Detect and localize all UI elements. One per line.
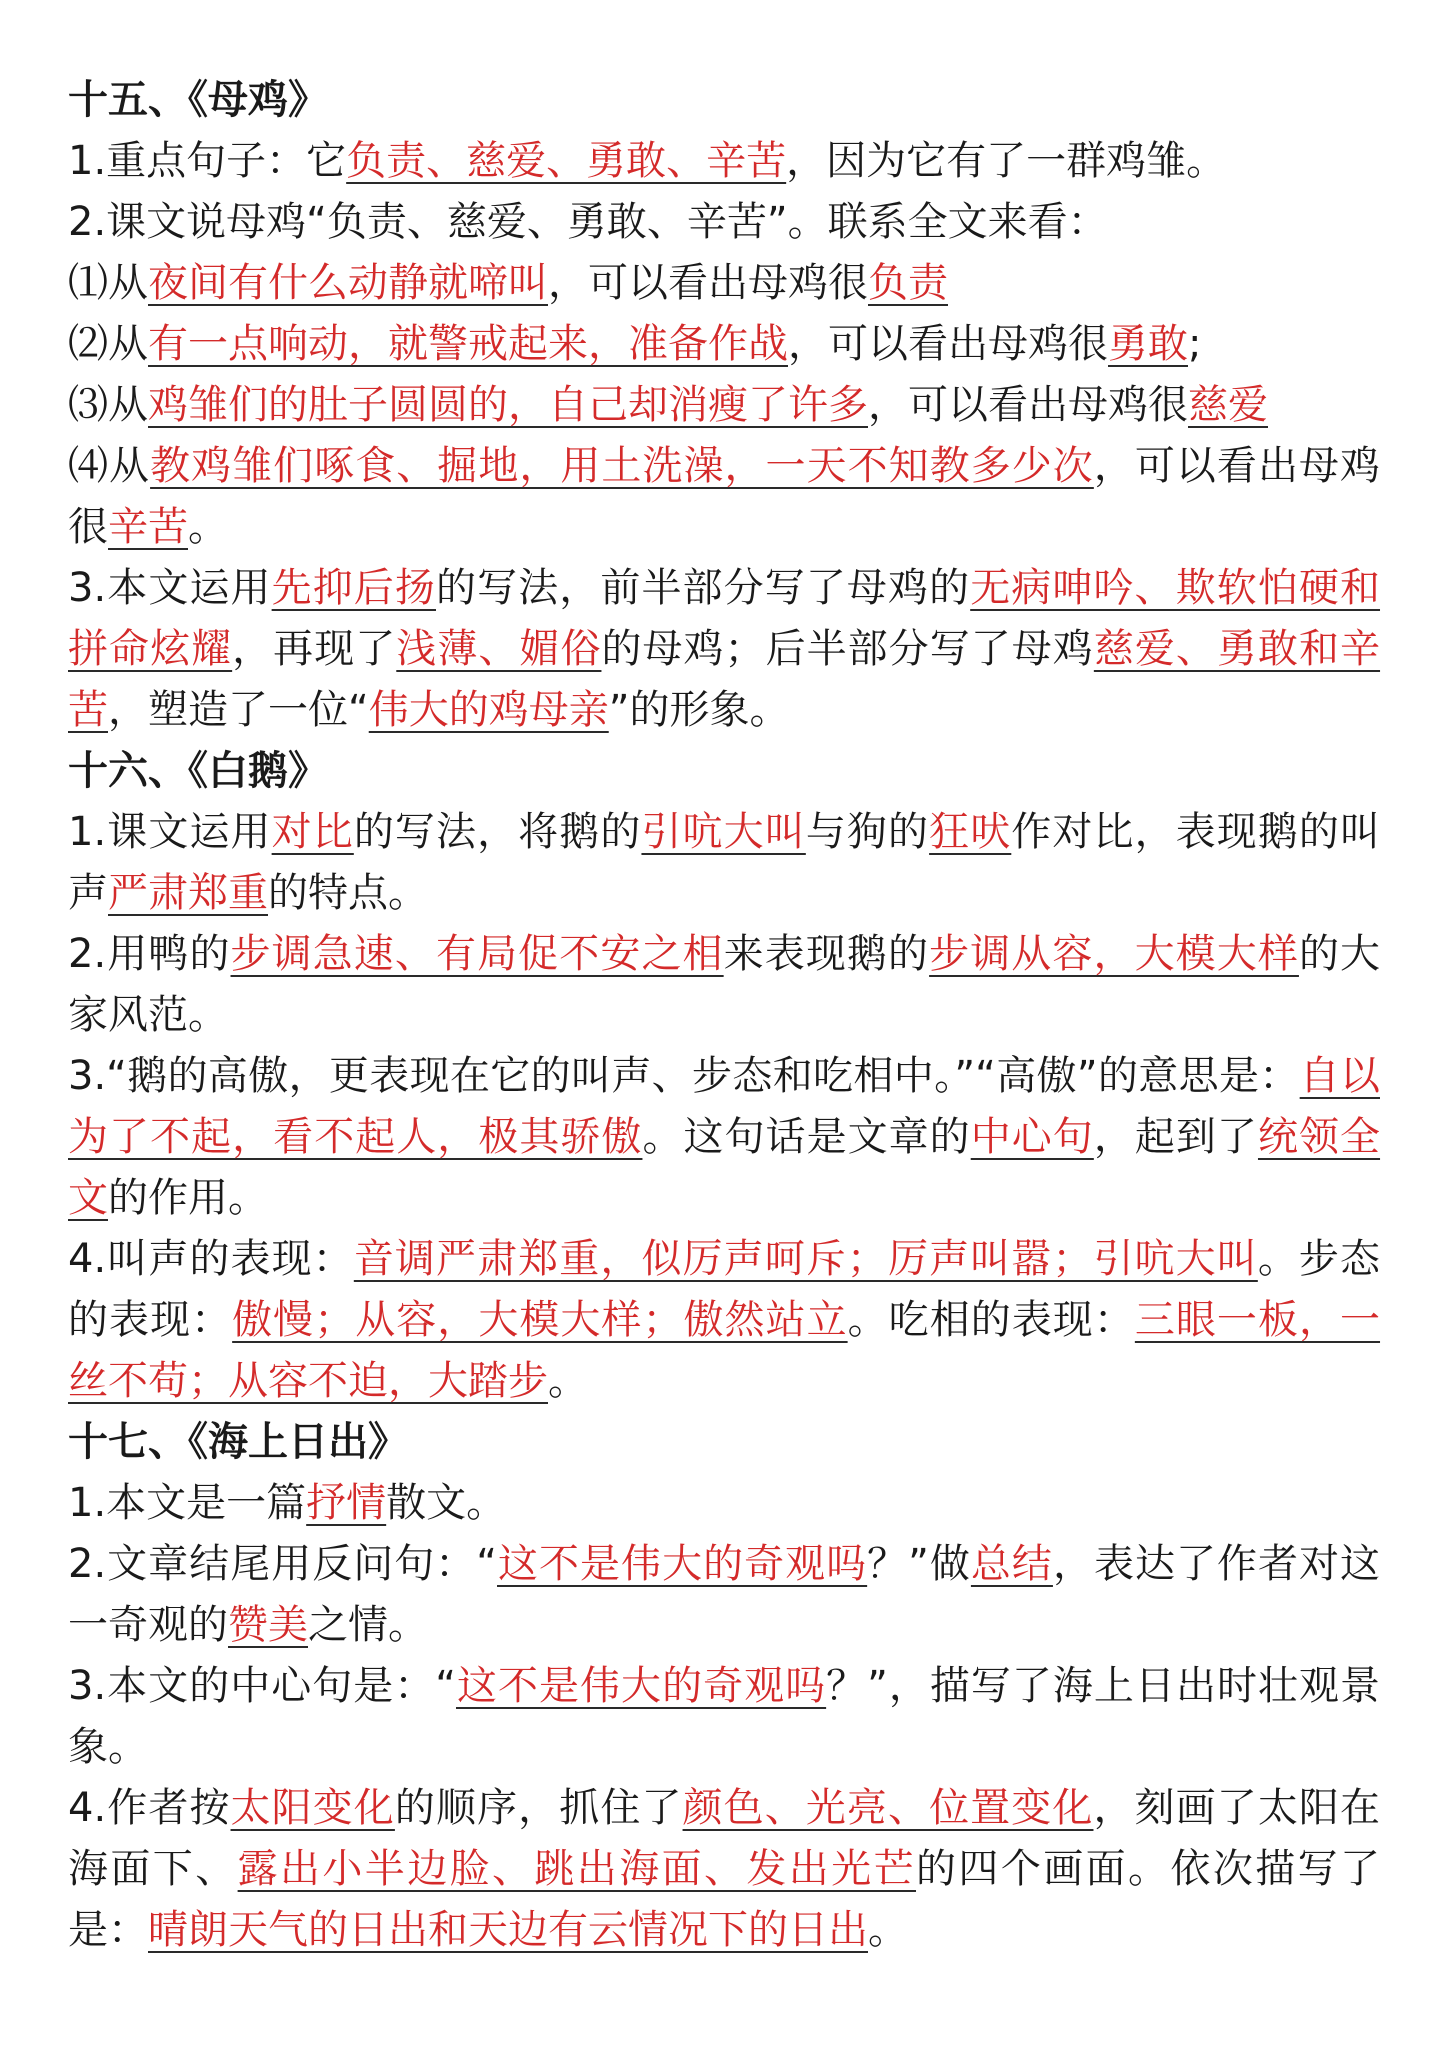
text-segment: 。步态的表现： [68, 1236, 1381, 1343]
answer-highlight: 音调严肃郑重，似厉声呵斥；厉声叫嚣；引吭大叫 [353, 1236, 1258, 1282]
answer-highlight: 这不是伟大的奇观吗 [497, 1541, 868, 1587]
paragraph [68, 131, 1380, 192]
paragraph [68, 436, 1380, 558]
answer-highlight: 晴朗天气的日出和天边有云情况下的日出 [148, 1907, 868, 1953]
answer-highlight: 总结 [970, 1541, 1053, 1587]
text-segment: 的母鸡；后半部分写了母鸡 [601, 626, 1094, 672]
text-segment: 的大家风范。 [68, 931, 1381, 1038]
text-segment: 的顺序，抓住了 [394, 1785, 683, 1831]
text-segment: 的写法，前半部分写了母鸡的 [436, 565, 971, 611]
text-segment: 1.本文是一篇 [68, 1480, 307, 1526]
paragraph [68, 1473, 1380, 1534]
answer-highlight: 夜间有什么动静就啼叫 [148, 260, 548, 306]
text-segment: 与狗的 [805, 809, 930, 855]
text-segment: 2.课文说母鸡“负责、慈爱、勇敢、辛苦”。联系全文来看： [68, 199, 1108, 245]
paragraph [68, 1534, 1380, 1656]
paragraph [68, 558, 1380, 741]
answer-highlight: 中心句 [970, 1114, 1094, 1160]
text-segment: 的写法，将鹅的 [353, 809, 642, 855]
text-segment: 。 [188, 504, 228, 550]
text-segment: 。吃相的表现： [847, 1297, 1135, 1343]
text-segment: ⑷从 [68, 443, 151, 489]
answer-highlight: 鸡雏们的肚子圆圆的，自己却消瘦了许多 [148, 382, 868, 428]
paragraph [68, 192, 1380, 253]
text-segment: ，因为它有了一群鸡雏。 [786, 138, 1227, 184]
answer-highlight: 步调从容，大模大样 [929, 931, 1299, 977]
text-segment: 之情。 [308, 1602, 428, 1648]
answer-highlight: 狂吠 [929, 809, 1012, 855]
answer-highlight: 慈爱、勇敢和辛苦 [68, 626, 1381, 733]
answer-highlight: 严肃郑重 [108, 870, 268, 916]
paragraph [68, 314, 1380, 375]
section-title: 十五、《母鸡》 [68, 77, 328, 123]
answer-highlight: 教鸡雏们啄食、掘地，用土洗澡，一天不知教多少次 [150, 443, 1094, 489]
answer-highlight: 伟大的鸡母亲 [368, 687, 609, 733]
text-segment: 3.“鹅的高傲，更表现在它的叫声、步态和吃相中。”“高傲”的意思是： [68, 1053, 1300, 1099]
paragraph [68, 1046, 1380, 1229]
answer-highlight: 先抑后扬 [271, 565, 436, 611]
text-segment: 作对比，表现鹅的叫声 [68, 809, 1381, 916]
text-segment: ，表达了作者对这一奇观的 [68, 1541, 1381, 1648]
answer-highlight: 自以为了不起，看不起人，极其骄傲 [68, 1053, 1380, 1160]
text-segment: 2.文章结尾用反问句：“ [68, 1541, 498, 1587]
text-segment: ，再现了 [232, 626, 397, 672]
text-segment: 4.作者按 [68, 1785, 231, 1831]
text-segment: 。 [868, 1907, 908, 1953]
paragraph [68, 1778, 1380, 1961]
answer-highlight: 有一点响动，就警戒起来，准备作战 [148, 321, 788, 367]
text-segment: 散文。 [386, 1480, 507, 1526]
answer-highlight: 露出小半边脸、跳出海面、发出光芒 [237, 1846, 917, 1892]
text-segment: ，塑造了一位“ [108, 687, 369, 733]
text-segment: 3.本文运用 [68, 565, 272, 611]
text-segment: ，起到了 [1093, 1114, 1258, 1160]
text-segment: ，可以看出母鸡很 [788, 321, 1108, 367]
text-segment: 来表现鹅的 [723, 931, 930, 977]
text-segment: 2.用鸭的 [68, 931, 231, 977]
paragraph [68, 802, 1380, 924]
answer-highlight: 统领全文 [68, 1114, 1381, 1221]
answer-highlight: 这不是伟大的奇观吗 [456, 1663, 827, 1709]
answer-highlight: 对比 [271, 809, 354, 855]
text-segment: ⑵从 [68, 321, 148, 367]
text-segment: 的四个画面。依次描写了是： [68, 1846, 1381, 1953]
text-segment: 。 [548, 1358, 588, 1404]
answer-highlight: 负责、慈爱、勇敢、辛苦 [346, 138, 787, 184]
paragraph [68, 924, 1380, 1046]
text-segment: 的作用。 [108, 1175, 268, 1221]
text-segment: ⑶从 [68, 382, 148, 428]
text-segment: ，可以看出母鸡很 [548, 260, 868, 306]
text-segment: 1.重点句子：它 [68, 138, 347, 184]
answer-highlight: 勇敢 [1108, 321, 1188, 367]
section-title: 十六、《白鹅》 [68, 748, 328, 794]
answer-highlight: 抒情 [306, 1480, 387, 1526]
answer-highlight: 慈爱 [1188, 382, 1268, 428]
paragraph [68, 1229, 1380, 1412]
text-segment: ，可以看出母鸡很 [868, 382, 1188, 428]
answer-highlight: 颜色、光亮、位置变化 [682, 1785, 1094, 1831]
paragraph [68, 1656, 1380, 1778]
answer-highlight: 步调急速、有局促不安之相 [230, 931, 724, 977]
text-segment: 的特点。 [268, 870, 428, 916]
answer-highlight: 无病呻吟、欺软怕硬和拼命炫耀 [68, 565, 1381, 672]
answer-highlight: 赞美 [228, 1602, 308, 1648]
answer-highlight: 浅薄、媚俗 [396, 626, 602, 672]
section-title: 十七、《海上日出》 [68, 1419, 408, 1465]
text-segment: ⑴从 [68, 260, 148, 306]
answer-highlight: 辛苦 [108, 504, 188, 550]
answer-highlight: 三眼一板，一丝不苟；从容不迫，大踏步 [68, 1297, 1381, 1404]
text-segment: 4.叫声的表现： [68, 1236, 354, 1282]
answer-highlight: 引吭大叫 [641, 809, 806, 855]
text-segment: ？”做 [867, 1541, 971, 1587]
text-segment: 3.本文的中心句是：“ [68, 1663, 456, 1709]
text-segment: 。这句话是文章的 [642, 1114, 971, 1160]
text-segment: ，可以看出母鸡很 [68, 443, 1381, 550]
text-segment: ; [1188, 321, 1202, 367]
answer-highlight: 太阳变化 [230, 1785, 395, 1831]
text-segment: 1.课文运用 [68, 809, 272, 855]
answer-highlight: 负责 [868, 260, 948, 306]
paragraph [68, 253, 1380, 314]
paragraph [68, 375, 1380, 436]
answer-highlight: 傲慢；从容，大模大样；傲然站立 [232, 1297, 848, 1343]
text-segment: ？”，描写了海上日出时壮观景象。 [68, 1663, 1380, 1770]
text-segment: ”的形象。 [608, 687, 790, 733]
text-segment: ，刻画了太阳在海面下、 [68, 1785, 1381, 1892]
